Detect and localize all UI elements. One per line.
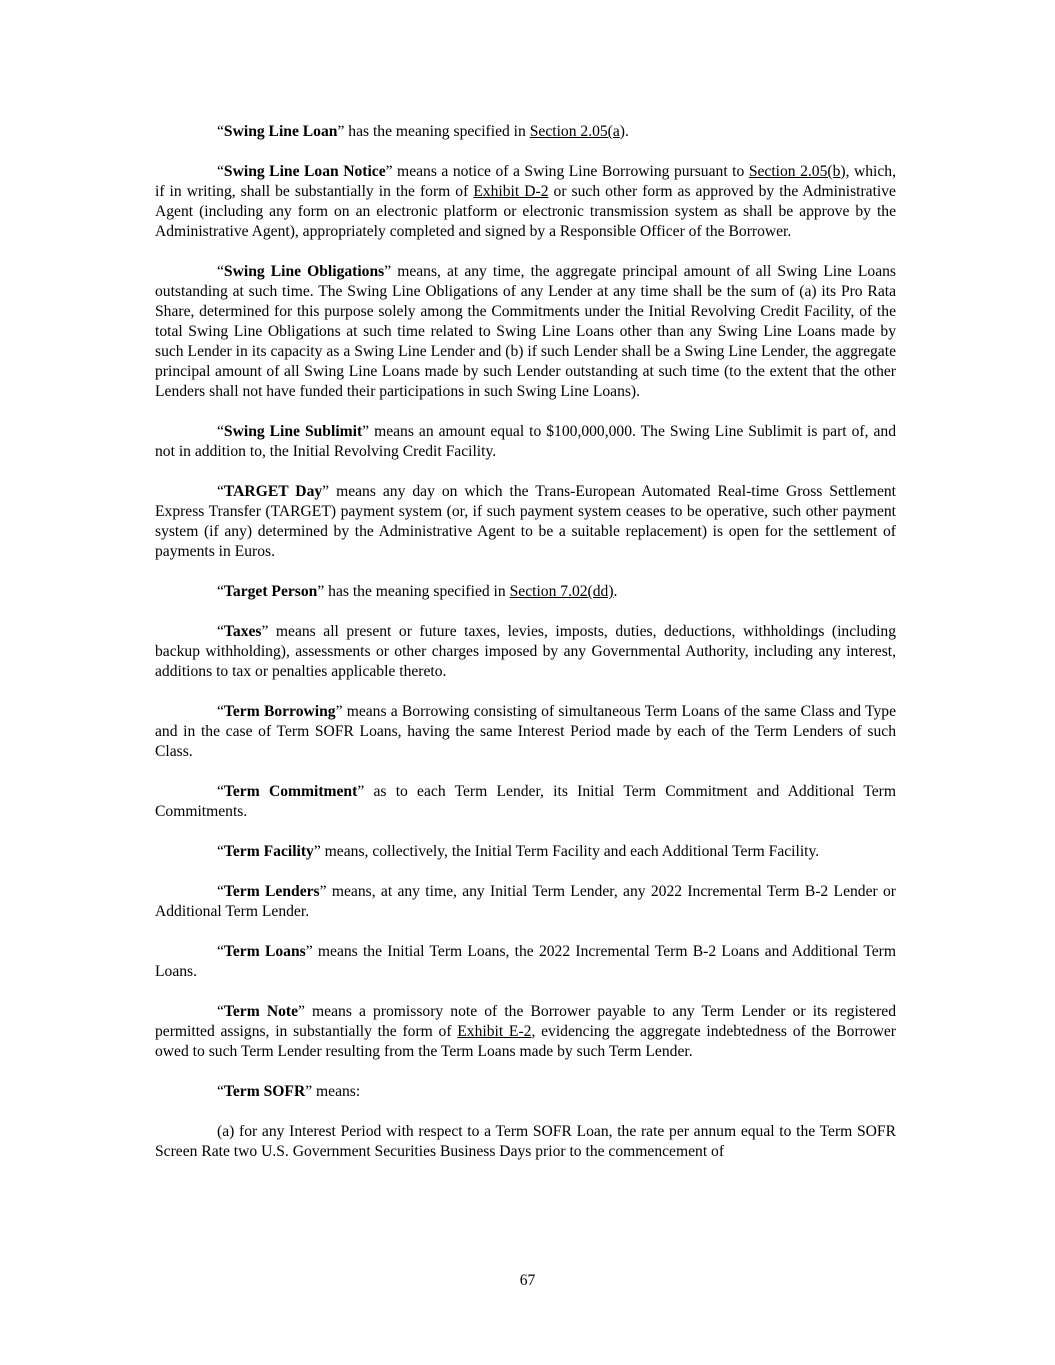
defined-term: Swing Line Sublimit bbox=[223, 423, 363, 440]
defined-term: Swing Line Obligations bbox=[223, 263, 385, 280]
definition-text: means the Initial Term Loans, the 2022 Incremental Term B-2 Loans and Additional Term Loans. bbox=[155, 943, 896, 980]
defined-term: Term Lenders bbox=[223, 883, 320, 900]
definition-paragraph: “Swing Line Loan Notice” means a notice of a Swing Line Borrowing pursuant to Section 2.05(b), which, if in writing, shall be substantially in the form of Exhibit D-2 or such other form as approved by the Administrative Agent (including any form on an electronic platform or electronic transmission system as shall be approve by the Administrative Agent), appropriately completed and signed by a Responsible Officer of the Borrower. bbox=[155, 163, 897, 240]
definition-text: means, collectively, the Initial Term Facility and each Additional Term Facility. bbox=[320, 843, 820, 860]
defined-term: Term SOFR bbox=[223, 1083, 306, 1100]
definition-text: . bbox=[613, 583, 618, 600]
definition-paragraph: “Swing Line Loan” has the meaning specified in Section 2.05(a). bbox=[217, 123, 629, 140]
definitions-list bbox=[155, 122, 896, 1102]
definition-text: means, at any time, any Initial Term Lender, any 2022 Incremental Term B-2 Lender or Additional Term Lender. bbox=[155, 883, 896, 920]
definition-paragraph: “Term Borrowing” means a Borrowing consisting of simultaneous Term Loans of the same Class and Type and in the case of Term SOFR Loans, having the same Interest Period made by each of the Term Lenders of such Class. bbox=[155, 703, 896, 760]
definition-text: means: bbox=[312, 1083, 361, 1100]
definition-paragraph: “Term Note” means a promissory note of the Borrower payable to any Term Lender or its registered permitted assigns, in substantially the form of Exhibit E-2, evidencing the aggregate indebtedness of the Borrower owed to such Term Lender resulting from the Term Loans made by such Term Lender. bbox=[155, 1003, 897, 1060]
defined-term: Swing Line Loan Notice bbox=[223, 163, 386, 180]
definition-text: means all present or future taxes, levies, imposts, duties, deductions, withholdings (including backup withholding), assessments or other charges imposed by any Governmental Authority, including any interest, additions to tax or penalties applicable thereto. bbox=[155, 623, 896, 680]
definition-paragraph: “Swing Line Sublimit” means an amount equal to $100,000,000. The Swing Line Sublimit is part of, and not in addition to, the Initial Revolving Credit Facility. bbox=[155, 423, 897, 460]
term-sofr-clause-a: (a) for any Interest Period with respect to a Term SOFR Loan, the rate per annum equal to the Term SOFR Screen Rate two U.S. Government Securities Business Days prior to the commencement of bbox=[155, 1123, 896, 1160]
page-number: 67 bbox=[519, 1272, 536, 1289]
defined-term: Term Facility bbox=[223, 843, 314, 860]
defined-term: Term Borrowing bbox=[223, 703, 336, 720]
defined-term: TARGET Day bbox=[223, 483, 323, 500]
definition-paragraph: “Term Facility” means, collectively, the Initial Term Facility and each Additional Term Facility. bbox=[217, 843, 820, 860]
cross-reference: Section 7.02(dd) bbox=[509, 583, 614, 600]
definition-text: has the meaning specified in bbox=[344, 123, 530, 140]
definition-text: means an amount equal to $100,000,000. The Swing Line Sublimit is part of, and not in addition to, the Initial Revolving Credit Facility. bbox=[155, 423, 897, 460]
cross-reference: Section 2.05(b bbox=[748, 163, 841, 180]
definition-text: means, at any time, the aggregate principal amount of all Swing Line Loans outstanding at such time. The Swing Line Obligations of any Lender at any time shall be the sum of (a) its Pro Rata Share, determined for this purpose solely among the Commitments under the Initial Revolving Credit Facility, of the total Swing Line Obligations at such time related to Swing Line Loans other than any Swing Line Loans made by such Lender in its capacity as a Swing Line Lender and (b) if such Lender shall be a Swing Line Lender, the aggregate principal amount of all Swing Line Loans made by such Lender outstanding at such time (to the extent that the other Lenders shall not have funded their participations in such Swing Line Loans). bbox=[155, 263, 896, 400]
definition-paragraph: “Taxes” means all present or future taxes, levies, imposts, duties, deductions, withholdings (including backup withholding), assessments or other charges imposed by any Governmental Authority, including any interest, additions to tax or penalties applicable thereto. bbox=[155, 623, 896, 680]
defined-term: Term Note bbox=[223, 1003, 299, 1020]
document-body bbox=[155, 122, 896, 1182]
cross-reference: Exhibit D-2 bbox=[473, 183, 549, 200]
definition-text: , evidencing the aggregate indebtedness of the Borrower owed to such Term Lender resulting from the Term Loans made by such Term Lender. bbox=[155, 1023, 897, 1060]
definition-text: as to each Term Lender, its Initial Term Commitment and Additional Term Commitments. bbox=[155, 783, 896, 820]
cross-reference: Section 2.05(a bbox=[529, 123, 620, 140]
definition-text: has the meaning specified in bbox=[324, 583, 510, 600]
cross-reference: Exhibit E-2 bbox=[457, 1023, 532, 1040]
definition-text: ). bbox=[619, 123, 629, 140]
definition-text: means a notice of a Swing Line Borrowing pursuant to bbox=[392, 163, 749, 180]
definition-paragraph: “Swing Line Obligations” means, at any time, the aggregate principal amount of all Swing Line Loans outstanding at such time. The Swing Line Obligations of any Lender at any time shall be the sum of (a) its Pro Rata Share, determined for this purpose solely among the Commitments under the Initial Revolving Credit Facility, of the total Swing Line Obligations at such time related to Swing Line Loans other than any Swing Line Loans made by such Lender in its capacity as a Swing Line Lender and (b) if such Lender shall be a Swing Line Lender, the aggregate principal amount of all Swing Line Loans made by such Lender outstanding at such time (to the extent that the other Lenders shall not have funded their participations in such Swing Line Loans). bbox=[155, 263, 896, 400]
definition-text: or such other form as approved by the Administrative Agent (including any form on an electronic platform or electronic transmission system as shall be approve by the Administrative Agent), appropriately completed and signed by a Responsible Officer of the Borrower. bbox=[155, 183, 896, 240]
definition-paragraph: “Term Lenders” means, at any time, any Initial Term Lender, any 2022 Incremental Term B-2 Lender or Additional Term Lender. bbox=[155, 883, 896, 920]
definition-paragraph: “Term Commitment” as to each Term Lender, its Initial Term Commitment and Additional Term Commitments. bbox=[155, 783, 896, 820]
defined-term: Term Commitment bbox=[223, 783, 358, 800]
defined-term: Term Loans bbox=[223, 943, 306, 960]
definition-text: means any day on which the Trans-European Automated Real-time Gross Settlement Express Transfer (TARGET) payment system (or, if such payment system ceases to be operative, such other payment system (if any) determined by the Administrative Agent to be a suitable replacement) is open for the settlement of payments in Euros. bbox=[155, 483, 896, 560]
definition-text: means a Borrowing consisting of simultaneous Term Loans of the same Class and Type and in the case of Term SOFR Loans, having the same Interest Period made by each of the Term Lenders of such Class. bbox=[155, 703, 896, 760]
definition-paragraph: “Term Loans” means the Initial Term Loans, the 2022 Incremental Term B-2 Loans and Additional Term Loans. bbox=[155, 943, 896, 980]
defined-term: Swing Line Loan bbox=[223, 123, 338, 140]
definition-paragraph: “Target Person” has the meaning specified in Section 7.02(dd). bbox=[217, 583, 618, 600]
definition-text: means a promissory note of the Borrower payable to any Term Lender or its registered permitted assigns, in substantially the form of bbox=[155, 1003, 897, 1040]
defined-term: Target Person bbox=[223, 583, 318, 600]
definition-text: ), which, if in writing, shall be substantially in the form of bbox=[155, 163, 897, 200]
defined-term: Taxes bbox=[223, 623, 262, 640]
definition-paragraph: “Term SOFR” means: bbox=[217, 1083, 361, 1100]
definition-paragraph: “TARGET Day” means any day on which the Trans-European Automated Real-time Gross Settlement Express Transfer (TARGET) payment system (or, if such payment system ceases to be operative, such other payment system (if any) determined by the Administrative Agent to be a suitable replacement) is open for the settlement of payments in Euros. bbox=[155, 483, 896, 560]
